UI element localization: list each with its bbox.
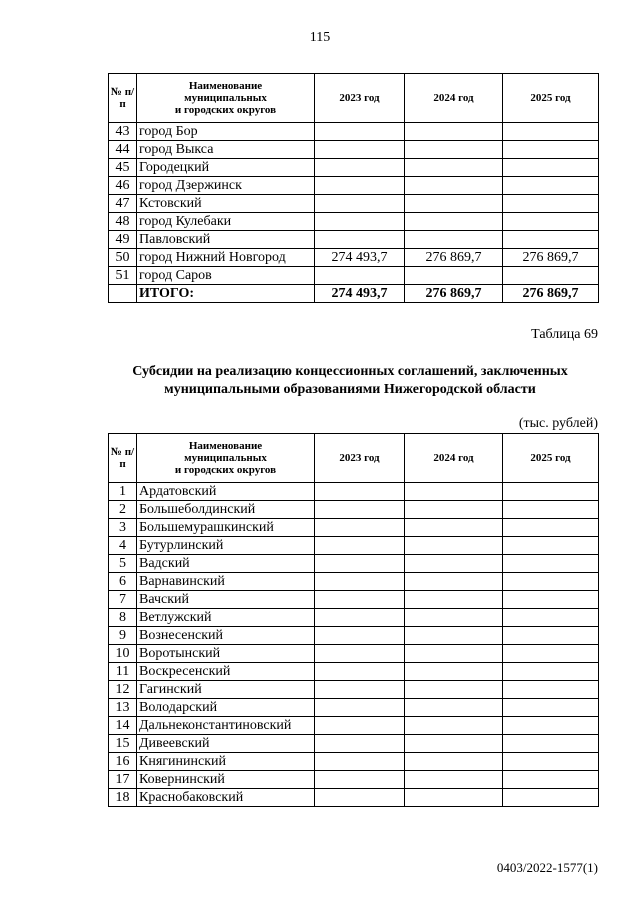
header-2023: 2023 год (315, 74, 405, 123)
value-2024 (405, 267, 503, 285)
table-row (109, 249, 599, 267)
value-2023 (315, 141, 405, 159)
value-2025 (503, 591, 599, 609)
row-name: Варнавинский (137, 573, 315, 591)
value-2025 (503, 627, 599, 645)
header-name-line3: и городских округов (174, 104, 277, 116)
value-2024 (405, 573, 503, 591)
table-row (109, 735, 599, 753)
header-2024: 2024 год (405, 74, 503, 123)
total-number (109, 285, 137, 303)
value-2023 (315, 789, 405, 807)
row-number: 48 (109, 213, 137, 231)
page-number: 115 (309, 30, 331, 45)
table-subsidies-continued (108, 73, 599, 303)
row-name: Большемурашкинский (137, 519, 315, 537)
row-number: 17 (109, 771, 137, 789)
row-number: 5 (109, 555, 137, 573)
value-2023: 274 493,7 (315, 249, 405, 267)
value-2025 (503, 555, 599, 573)
row-name: Дальнеконстантиновский (137, 717, 315, 735)
value-2025: 276 869,7 (503, 249, 599, 267)
row-number: 18 (109, 789, 137, 807)
value-2023 (315, 699, 405, 717)
row-name: город Нижний Новгород (137, 249, 315, 267)
header-num: № п/п (109, 434, 137, 483)
row-name: Володарский (137, 699, 315, 717)
value-2025 (503, 789, 599, 807)
value-2023 (315, 195, 405, 213)
value-2024 (405, 645, 503, 663)
value-2024 (405, 141, 503, 159)
table-title-line1: Субсидии на реализацию концессионных соглашений, заключенных (132, 364, 568, 379)
value-2023 (315, 627, 405, 645)
table-row (109, 699, 599, 717)
table-row (109, 753, 599, 771)
table-row (109, 717, 599, 735)
header-name-line3: и городских округов (174, 464, 277, 476)
row-number: 10 (109, 645, 137, 663)
row-name: Бутурлинский (137, 537, 315, 555)
value-2024 (405, 627, 503, 645)
value-2024 (405, 177, 503, 195)
table-row (109, 195, 599, 213)
row-number: 11 (109, 663, 137, 681)
table-row (109, 573, 599, 591)
total-label: ИТОГО: (137, 285, 315, 303)
value-2024 (405, 789, 503, 807)
table-row (109, 537, 599, 555)
value-2025 (503, 645, 599, 663)
row-number: 6 (109, 573, 137, 591)
value-2025 (503, 771, 599, 789)
row-number: 50 (109, 249, 137, 267)
row-number: 12 (109, 681, 137, 699)
table-row (109, 177, 599, 195)
value-2025 (503, 501, 599, 519)
header-2025: 2025 год (503, 434, 599, 483)
value-2023 (315, 231, 405, 249)
table-row (109, 141, 599, 159)
row-number: 51 (109, 267, 137, 285)
header-2025: 2025 год (503, 74, 599, 123)
value-2024 (405, 483, 503, 501)
table-row (109, 771, 599, 789)
row-name: город Дзержинск (137, 177, 315, 195)
value-2023 (315, 717, 405, 735)
row-number: 15 (109, 735, 137, 753)
table-row (109, 681, 599, 699)
value-2025 (503, 663, 599, 681)
value-2025 (503, 267, 599, 285)
table-title (100, 363, 600, 399)
units-label: (тыс. рублей) (518, 416, 598, 431)
row-number: 8 (109, 609, 137, 627)
value-2025 (503, 195, 599, 213)
value-2025 (503, 609, 599, 627)
value-2023 (315, 213, 405, 231)
header-name-line1: Наименование (188, 80, 263, 92)
value-2025 (503, 177, 599, 195)
table-concession-subsidies (108, 433, 599, 807)
table-row (109, 483, 599, 501)
table-header-row (109, 74, 599, 123)
row-name: Краснобаковский (137, 789, 315, 807)
value-2024 (405, 753, 503, 771)
value-2023 (315, 771, 405, 789)
value-2025 (503, 123, 599, 141)
row-number: 44 (109, 141, 137, 159)
value-2023 (315, 267, 405, 285)
row-number: 16 (109, 753, 137, 771)
table-row (109, 645, 599, 663)
value-2025 (503, 717, 599, 735)
row-number: 14 (109, 717, 137, 735)
value-2025 (503, 159, 599, 177)
value-2023 (315, 663, 405, 681)
value-2023 (315, 123, 405, 141)
value-2025 (503, 213, 599, 231)
row-name: Большеболдинский (137, 501, 315, 519)
value-2024 (405, 159, 503, 177)
value-2025 (503, 141, 599, 159)
row-name: город Кулебаки (137, 213, 315, 231)
table-caption: Таблица 69 (531, 327, 598, 342)
row-name: Гагинский (137, 681, 315, 699)
value-2025 (503, 483, 599, 501)
header-name (137, 74, 315, 123)
value-2024 (405, 537, 503, 555)
value-2025 (503, 231, 599, 249)
total-row (109, 285, 599, 303)
table-row (109, 555, 599, 573)
value-2023 (315, 645, 405, 663)
total-2025: 276 869,7 (503, 285, 599, 303)
value-2023 (315, 681, 405, 699)
table-row (109, 501, 599, 519)
document-code: 0403/2022-1577(1) (496, 860, 598, 875)
header-name-line2: муниципальных (184, 452, 267, 464)
row-number: 49 (109, 231, 137, 249)
row-name: Павловский (137, 231, 315, 249)
table-row (109, 267, 599, 285)
row-name: Вадский (137, 555, 315, 573)
table-row (109, 213, 599, 231)
value-2024 (405, 123, 503, 141)
value-2024 (405, 681, 503, 699)
row-number: 46 (109, 177, 137, 195)
row-name: Вознесенский (137, 627, 315, 645)
row-name: Княгининский (137, 753, 315, 771)
row-number: 2 (109, 501, 137, 519)
row-name: Городецкий (137, 159, 315, 177)
table-row (109, 231, 599, 249)
value-2025 (503, 699, 599, 717)
value-2024 (405, 213, 503, 231)
table-row (109, 591, 599, 609)
value-2025 (503, 753, 599, 771)
value-2023 (315, 177, 405, 195)
header-2023: 2023 год (315, 434, 405, 483)
row-name: город Выкса (137, 141, 315, 159)
value-2024 (405, 663, 503, 681)
row-name: город Бор (137, 123, 315, 141)
total-2023: 274 493,7 (315, 285, 405, 303)
table-row (109, 609, 599, 627)
row-name: город Саров (137, 267, 315, 285)
table-row (109, 123, 599, 141)
table-title-line2: муниципальными образованиями Нижегородской области (164, 382, 536, 397)
value-2024 (405, 519, 503, 537)
row-name: Ардатовский (137, 483, 315, 501)
value-2023 (315, 537, 405, 555)
value-2025 (503, 573, 599, 591)
value-2024 (405, 609, 503, 627)
value-2024 (405, 771, 503, 789)
row-number: 43 (109, 123, 137, 141)
value-2025 (503, 519, 599, 537)
row-number: 1 (109, 483, 137, 501)
row-number: 13 (109, 699, 137, 717)
table-row (109, 627, 599, 645)
value-2024 (405, 717, 503, 735)
header-2024: 2024 год (405, 434, 503, 483)
table-row (109, 159, 599, 177)
row-number: 7 (109, 591, 137, 609)
value-2025 (503, 681, 599, 699)
value-2023 (315, 591, 405, 609)
value-2023 (315, 609, 405, 627)
value-2023 (315, 501, 405, 519)
header-name-line2: муниципальных (184, 92, 267, 104)
value-2024 (405, 699, 503, 717)
value-2023 (315, 519, 405, 537)
value-2024 (405, 735, 503, 753)
row-number: 4 (109, 537, 137, 555)
row-name: Ветлужский (137, 609, 315, 627)
row-number: 47 (109, 195, 137, 213)
value-2024: 276 869,7 (405, 249, 503, 267)
value-2024 (405, 195, 503, 213)
table-row (109, 663, 599, 681)
value-2023 (315, 735, 405, 753)
value-2023 (315, 573, 405, 591)
value-2024 (405, 231, 503, 249)
row-number: 3 (109, 519, 137, 537)
value-2023 (315, 753, 405, 771)
value-2025 (503, 735, 599, 753)
header-num: № п/п (109, 74, 137, 123)
table-row (109, 519, 599, 537)
row-name: Воротынский (137, 645, 315, 663)
value-2024 (405, 555, 503, 573)
value-2025 (503, 537, 599, 555)
row-name: Дивеевский (137, 735, 315, 753)
row-name: Воскресенский (137, 663, 315, 681)
header-name-line1: Наименование (188, 440, 263, 452)
value-2024 (405, 591, 503, 609)
row-name: Кстовский (137, 195, 315, 213)
table-header-row (109, 434, 599, 483)
table-row (109, 789, 599, 807)
value-2023 (315, 555, 405, 573)
value-2023 (315, 483, 405, 501)
value-2024 (405, 501, 503, 519)
row-name: Ковернинский (137, 771, 315, 789)
row-name: Вачский (137, 591, 315, 609)
header-name (137, 434, 315, 483)
row-number: 45 (109, 159, 137, 177)
total-2024: 276 869,7 (405, 285, 503, 303)
row-number: 9 (109, 627, 137, 645)
value-2023 (315, 159, 405, 177)
